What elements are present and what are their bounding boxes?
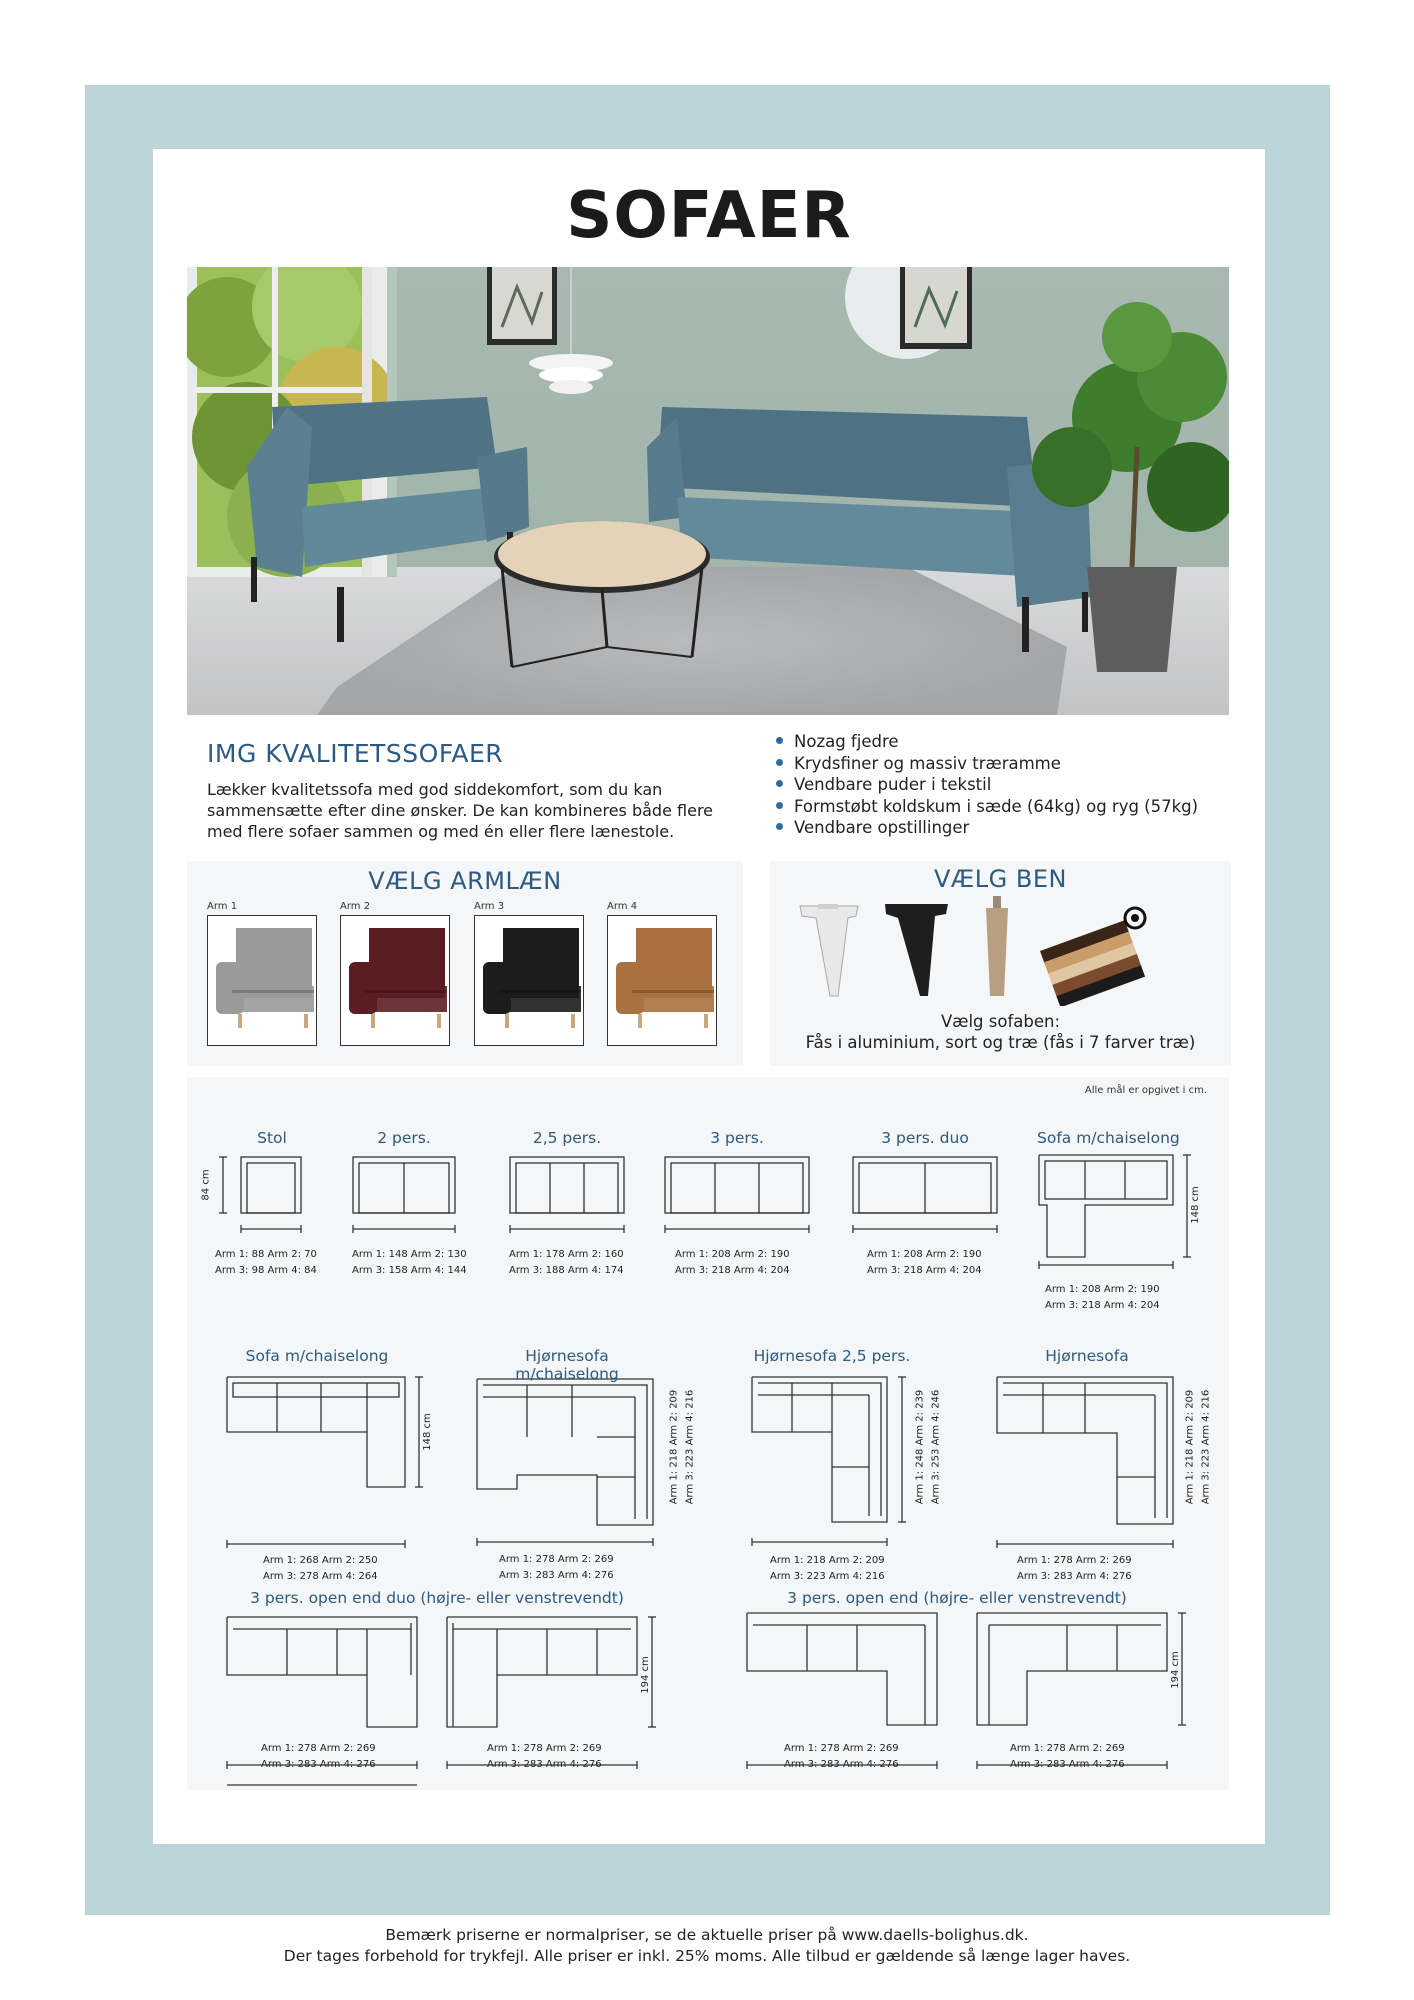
model-title: Hjørnesofa: [1045, 1347, 1129, 1365]
armrest-label: Arm 3: [474, 901, 505, 912]
model-title: 2 pers.: [377, 1129, 431, 1147]
legs-heading: VÆLG BEN: [934, 865, 1067, 893]
model-title: 2,5 pers.: [532, 1129, 602, 1147]
measure-line: Arm 1: 278 Arm 2: 269: [261, 1743, 376, 1754]
height-label: 194 cm: [639, 1656, 651, 1694]
feature-list: [774, 731, 1214, 839]
measure-line: Arm 1: 148 Arm 2: 130: [352, 1249, 467, 1260]
model-title: Hjørnesofa: [525, 1347, 609, 1365]
legs-caption-line1: Vælg sofaben:: [940, 1012, 1061, 1031]
measure-line: Arm 3: 278 Arm 4: 264: [263, 1571, 378, 1582]
measure-line: Arm 3: 98 Arm 4: 84: [215, 1265, 317, 1276]
measure-line: Arm 3: 218 Arm 4: 204: [675, 1265, 790, 1276]
measure-line: Arm 1: 278 Arm 2: 269: [784, 1743, 899, 1754]
model-title: 3 pers.: [710, 1129, 764, 1147]
side-measure: Arm 1: 218 Arm 2: 209: [668, 1389, 680, 1505]
model-title: Stol: [257, 1129, 287, 1147]
measure-line: Arm 1: 278 Arm 2: 269: [1010, 1743, 1125, 1754]
armrest-label: Arm 2: [340, 901, 371, 912]
measure-line: Arm 1: 278 Arm 2: 269: [487, 1743, 602, 1754]
side-measure: Arm 3: 253 Arm 4: 246: [930, 1389, 942, 1505]
feature-item: Vendbare opstillinger: [774, 817, 1214, 839]
measure-line: Arm 3: 283 Arm 4: 276: [499, 1570, 614, 1581]
model-title: Sofa m/chaiselong: [1037, 1129, 1180, 1147]
side-measure: Arm 1: 248 Arm 2: 239: [914, 1389, 926, 1505]
armrest-label: Arm 1: [207, 901, 238, 912]
height-label: 84 cm: [200, 1169, 212, 1201]
footer-disclaimer: [0, 1925, 1414, 1967]
brochure-sheet: [153, 149, 1265, 1844]
height-label: 194 cm: [1169, 1651, 1181, 1689]
page-title: SOFAER: [566, 179, 852, 253]
side-measure: Arm 3: 223 Arm 4: 216: [684, 1389, 696, 1505]
armrest-option-2[interactable]: [340, 901, 450, 1046]
footer-line1: Bemærk priserne er normalpriser, se de aktuelle priser på www.daells-bolighus.dk.: [385, 1926, 1029, 1944]
measure-line: Arm 3: 283 Arm 4: 276: [487, 1759, 602, 1770]
measure-line: Arm 1: 278 Arm 2: 269: [499, 1554, 614, 1565]
armchair-image: [607, 915, 717, 1046]
feature-item: Krydsfiner og massiv træramme: [774, 753, 1214, 775]
sofa-legs-image: [790, 896, 1220, 1006]
measure-line: Arm 3: 283 Arm 4: 276: [784, 1759, 899, 1770]
measure-line: Arm 3: 283 Arm 4: 276: [1017, 1571, 1132, 1582]
side-measure: Arm 1: 218 Arm 2: 209: [1184, 1389, 1196, 1505]
armrest-option-3[interactable]: [474, 901, 584, 1046]
floor-plans: [187, 1077, 1229, 1790]
model-title: 3 pers. duo: [881, 1129, 969, 1147]
legs-caption: [770, 1011, 1231, 1053]
model-title: Hjørnesofa 2,5 pers.: [753, 1347, 911, 1365]
model-title-line2: m/chaiselong: [515, 1365, 619, 1383]
measure-line: Arm 3: 188 Arm 4: 174: [509, 1265, 624, 1276]
armchair-image: [207, 915, 317, 1046]
model-title: 3 pers. open end duo (højre- eller venstrevendt): [250, 1589, 624, 1607]
measure-line: Arm 1: 208 Arm 2: 190: [1045, 1284, 1160, 1295]
armchair-image: [474, 915, 584, 1046]
info-heading: IMG KVALITETSSOFAER: [207, 739, 504, 768]
measure-line: Arm 1: 178 Arm 2: 160: [509, 1249, 624, 1260]
feature-item: Formstøbt koldskum i sæde (64kg) og ryg (57kg): [774, 796, 1214, 818]
footer-line2: Der tages forbehold for trykfejl. Alle priser er inkl. 25% moms. Alle tilbud er gældende så længe lager haves.: [283, 1947, 1131, 1965]
measure-line: Arm 3: 218 Arm 4: 204: [1045, 1300, 1160, 1311]
measure-line: Arm 1: 218 Arm 2: 209: [770, 1555, 885, 1566]
side-measure: Arm 3: 223 Arm 4: 216: [1200, 1389, 1212, 1505]
model-title: Sofa m/chaiselong: [245, 1347, 389, 1365]
measure-line: Arm 3: 283 Arm 4: 276: [261, 1759, 376, 1770]
dimensions-panel: [187, 1077, 1229, 1790]
legs-caption-line2: Fås i aluminium, sort og træ (fås i 7 farver træ): [805, 1033, 1196, 1052]
measure-line: Arm 1: 88 Arm 2: 70: [215, 1249, 317, 1260]
measure-line: Arm 3: 283 Arm 4: 276: [1010, 1759, 1125, 1770]
product-info: [187, 721, 1229, 847]
armrest-panel: [187, 861, 743, 1066]
legs-panel: [770, 861, 1231, 1066]
height-label: 148 cm: [1189, 1186, 1201, 1224]
armchair-image: [340, 915, 450, 1046]
armrest-option-1[interactable]: [207, 901, 317, 1046]
measure-line: Arm 1: 278 Arm 2: 269: [1017, 1555, 1132, 1566]
model-title: 3 pers. open end (højre- eller venstrevendt): [787, 1589, 1127, 1607]
measure-line: Arm 1: 208 Arm 2: 190: [675, 1249, 790, 1260]
armrest-label: Arm 4: [607, 901, 638, 912]
feature-item: Vendbare puder i tekstil: [774, 774, 1214, 796]
hero-photo: [187, 267, 1229, 715]
measure-line: Arm 3: 158 Arm 4: 144: [352, 1265, 467, 1276]
armrest-option-4[interactable]: [607, 901, 717, 1046]
armrest-heading: VÆLG ARMLÆN: [368, 867, 562, 895]
feature-item: Nozag fjedre: [774, 731, 1214, 753]
dimensions-note: Alle mål er opgivet i cm.: [1084, 1085, 1207, 1096]
height-label: 148 cm: [421, 1413, 433, 1451]
measure-line: Arm 1: 208 Arm 2: 190: [867, 1249, 982, 1260]
measure-line: Arm 1: 268 Arm 2: 250: [263, 1555, 378, 1566]
info-description: Lækker kvalitetssofa med god siddekomfort, som du kan sammensætte efter dine ønsker. De kan kombineres både flere med flere sofaer sammen og med én eller flere lænestole.: [207, 780, 714, 841]
measure-line: Arm 3: 218 Arm 4: 204: [867, 1265, 982, 1276]
measure-line: Arm 3: 223 Arm 4: 216: [770, 1571, 885, 1582]
